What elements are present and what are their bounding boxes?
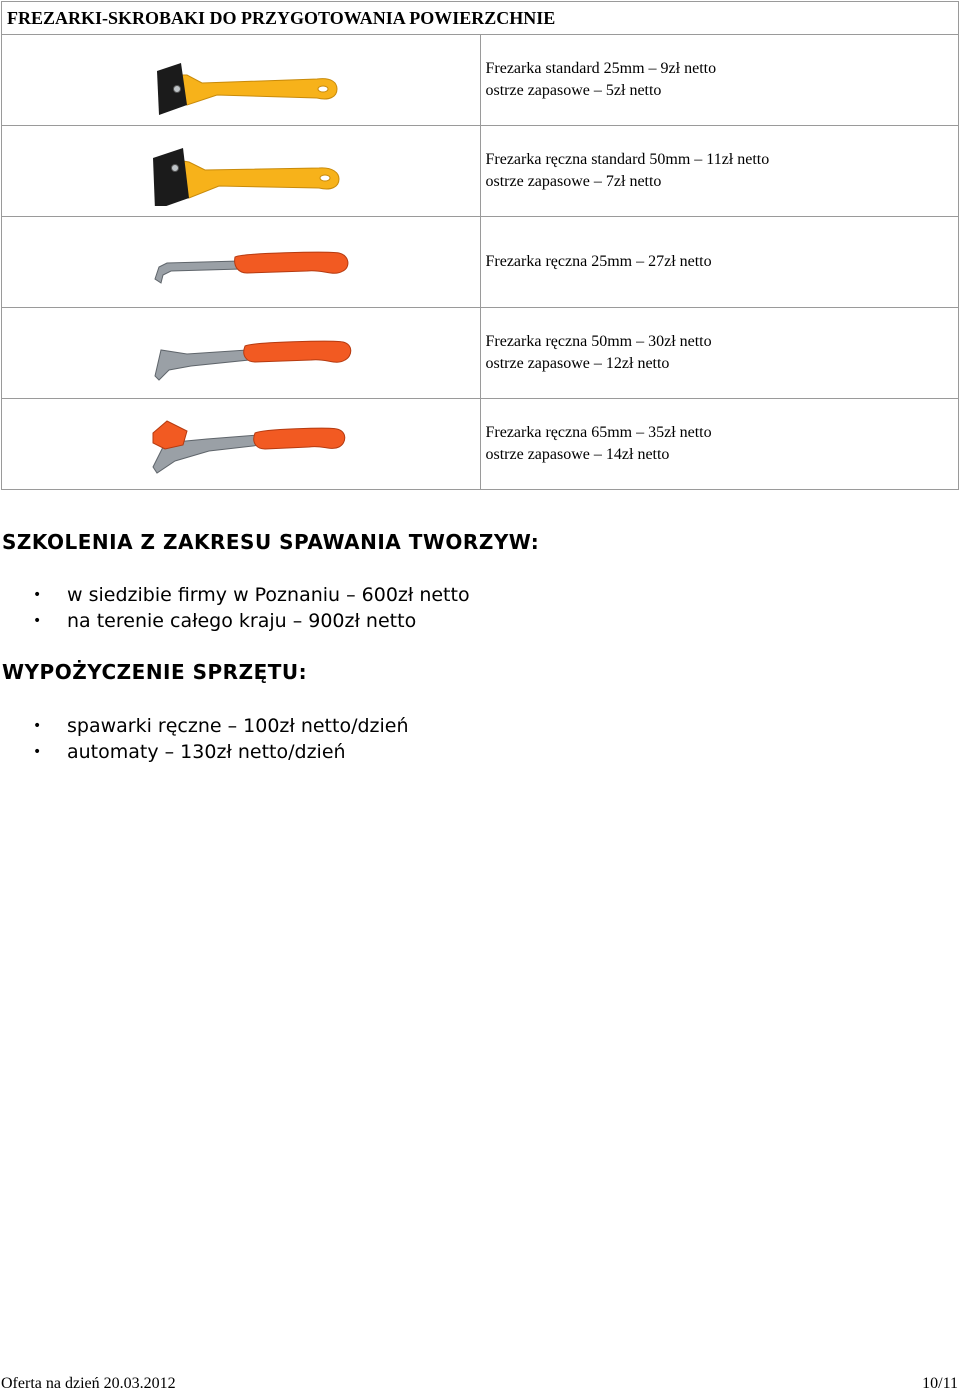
scraper-red-50mm-icon <box>147 318 357 388</box>
product-text-cell <box>480 35 959 126</box>
list-item <box>0 739 409 765</box>
table-row <box>2 308 959 399</box>
table-title: FREZARKI-SKROBAKI DO PRZYGOTOWANIA POWIERZCHNIE <box>2 2 959 35</box>
list-item <box>0 582 470 608</box>
product-name: Frezarka ręczna standard 50mm – 11zł netto <box>485 151 770 168</box>
product-text-cell <box>480 399 959 490</box>
spare-blade-price: ostrze zapasowe – 12zł netto <box>485 355 670 372</box>
product-image-cell <box>2 217 481 308</box>
spare-blade-price: ostrze zapasowe – 5zł netto <box>485 82 662 99</box>
bullet-icon: • <box>33 587 42 603</box>
table-row <box>2 126 959 217</box>
scraper-yellow-25mm-icon <box>147 45 357 115</box>
product-image-cell <box>2 35 481 126</box>
list-item-text: w siedzibie firmy w Poznaniu – 600zł netto <box>67 584 470 606</box>
product-name: Frezarka standard 25mm – 9zł netto <box>485 60 717 77</box>
product-text-cell <box>480 126 959 217</box>
list-item <box>0 713 409 739</box>
spare-blade-price: ostrze zapasowe – 7zł netto <box>485 173 662 190</box>
list-item <box>0 608 470 634</box>
list-item-text: automaty – 130zł netto/dzień <box>67 741 346 763</box>
product-name: Frezarka ręczna 65mm – 35zł netto <box>485 424 712 441</box>
table-row <box>2 35 959 126</box>
table-row <box>2 399 959 490</box>
training-heading: SZKOLENIA Z ZAKRESU SPAWANIA TWORZYW: <box>2 530 540 554</box>
list-item-text: na terenie całego kraju – 900zł netto <box>67 610 417 632</box>
product-image-cell <box>2 126 481 217</box>
bullet-icon: • <box>33 718 42 734</box>
price-table <box>1 1 959 490</box>
training-list <box>0 582 470 634</box>
rental-heading: WYPOŻYCZENIE SPRZĘTU: <box>2 660 308 684</box>
rental-list <box>0 713 409 765</box>
product-text-cell <box>480 217 959 308</box>
scraper-red-65mm-icon <box>147 409 357 479</box>
product-image-cell <box>2 308 481 399</box>
product-name: Frezarka ręczna 25mm – 27zł netto <box>485 253 712 270</box>
scraper-yellow-50mm-icon <box>147 136 357 206</box>
bullet-icon: • <box>33 613 42 629</box>
spare-blade-price: ostrze zapasowe – 14zł netto <box>485 446 670 463</box>
bullet-icon: • <box>33 744 42 760</box>
product-text-cell <box>480 308 959 399</box>
page-number: 10/11 <box>922 1375 958 1392</box>
list-item-text: spawarki ręczne – 100zł netto/dzień <box>67 715 409 737</box>
product-name: Frezarka ręczna 50mm – 30zł netto <box>485 333 712 350</box>
product-image-cell <box>2 399 481 490</box>
footer-date: Oferta na dzień 20.03.2012 <box>1 1375 176 1392</box>
scraper-red-25mm-icon <box>147 227 357 297</box>
table-header-row <box>2 2 959 35</box>
table-row <box>2 217 959 308</box>
